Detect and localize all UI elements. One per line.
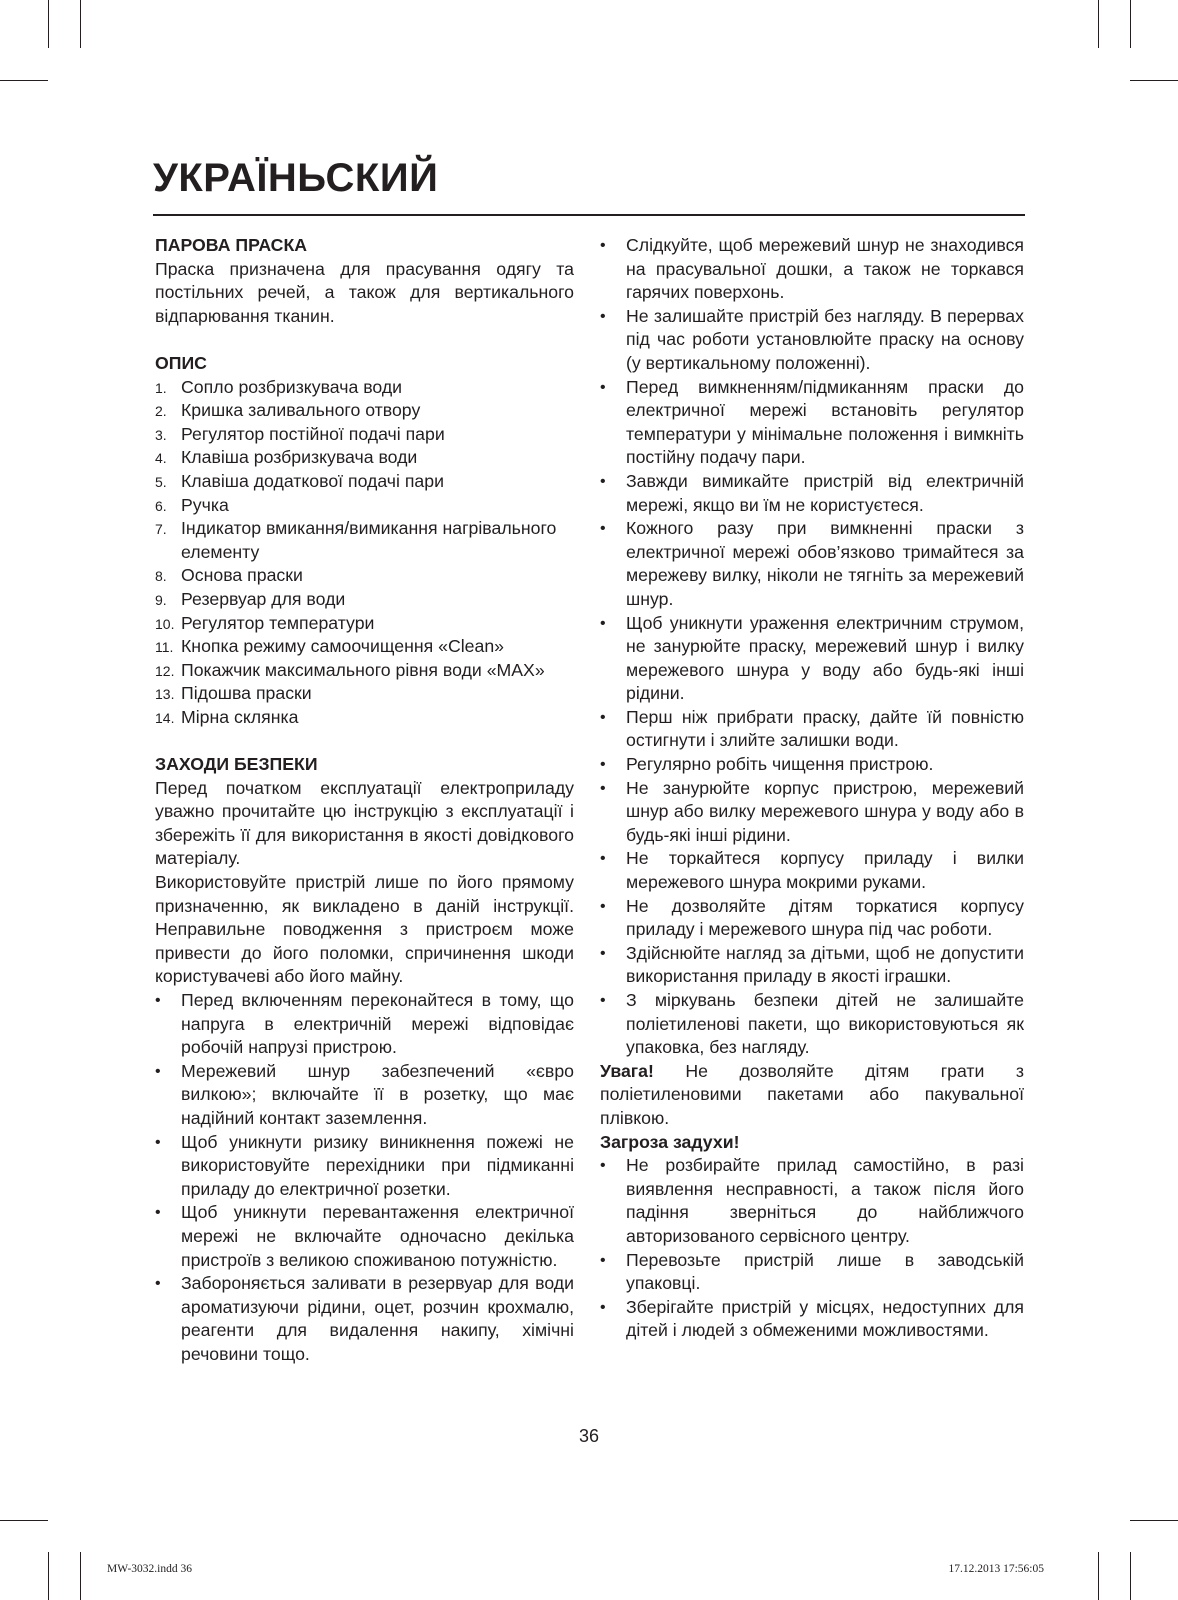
description-item bbox=[155, 446, 574, 470]
item-number: 5. bbox=[155, 473, 167, 490]
item-text: Резервуар для води bbox=[181, 588, 346, 609]
list-item: • Завжди вимикайте пристрій від електричній мережі, якщо ви їм не користуєтеся. bbox=[600, 470, 1024, 517]
page-title: УКРАЇНЬСКИЙ bbox=[153, 156, 439, 200]
item-text: Регулятор температури bbox=[181, 612, 375, 633]
item-text: Підошва праски bbox=[181, 683, 312, 704]
warning-note bbox=[600, 1060, 1024, 1131]
list-item: • Перевозьте пристрій лише в заводській упаковці. bbox=[600, 1249, 1024, 1296]
right-column bbox=[600, 234, 1024, 1343]
crop-mark bbox=[1130, 0, 1131, 48]
list-item: • Слідкуйте, щоб мережевий шнур не знаходився на прасувальної дошки, а також не торкався гарячих поверхонь. bbox=[600, 234, 1024, 305]
list-item: • Кожного разу при вимкненні праски з електричної мережі обов’язково тримайтеся за мережеву вилку, ніколи не тягніть за мережевий шнур. bbox=[600, 517, 1024, 611]
item-number: 10. bbox=[155, 615, 175, 632]
crop-mark bbox=[48, 0, 49, 48]
description-item bbox=[155, 706, 574, 730]
item-text: Основа праски bbox=[181, 565, 303, 586]
description-item bbox=[155, 635, 574, 659]
footer-file-info: MW-3032.indd 36 bbox=[107, 1563, 192, 1575]
item-number: 7. bbox=[155, 521, 167, 538]
title-rule bbox=[153, 214, 1025, 216]
item-text: Клавіша розбризкувача води bbox=[181, 447, 418, 468]
list-item: • Не торкайтеся корпусу приладу і вилки мережевого шнура мокрими руками. bbox=[600, 847, 1024, 894]
item-number: 3. bbox=[155, 426, 167, 443]
item-number: 4. bbox=[155, 450, 167, 467]
description-item bbox=[155, 588, 574, 612]
description-list bbox=[155, 376, 574, 730]
description-item bbox=[155, 399, 574, 423]
crop-mark bbox=[80, 0, 81, 48]
item-number: 12. bbox=[155, 662, 175, 679]
description-item bbox=[155, 659, 574, 683]
description-item bbox=[155, 376, 574, 400]
crop-mark bbox=[0, 80, 48, 81]
warning-text: Не дозволяйте дітям грати з поліетиленовими пакетами або пакувальної плівкою. bbox=[600, 1060, 1024, 1128]
list-item: • Щоб уникнути ризику виникнення пожежі не використовуйте перехідники при підмиканні приладу до електричної розетки. bbox=[155, 1131, 574, 1202]
list-item: • Перед вимкненням/підмиканням праски до електричної мережі встановіть регулятор температури у мінімальне положення і вимкніть постійну подачу пари. bbox=[600, 376, 1024, 470]
description-item bbox=[155, 517, 574, 564]
suffocation-label: Загроза задухи! bbox=[600, 1131, 740, 1152]
list-item: • Зберігайте пристрій у місцях, недоступних для дітей і людей з обмеженими можливостями. bbox=[600, 1296, 1024, 1343]
item-number: 6. bbox=[155, 497, 167, 514]
crop-mark bbox=[0, 1520, 48, 1521]
crop-mark bbox=[48, 1552, 49, 1600]
item-number: 2. bbox=[155, 403, 167, 420]
description-item bbox=[155, 682, 574, 706]
list-item: • З міркувань безпеки дітей не залишайте поліетиленові пакети, що використовуються як упаковка, без нагляду. bbox=[600, 989, 1024, 1060]
safety-list-left bbox=[155, 989, 574, 1367]
safety-paragraph-2: Використовуйте пристрій лише по його прямому призначенню, як викладено в даній інструкції. Неправильне поводження з пристроєм може привести до його поломки, спричинення шкоди користувачеві або його майну. bbox=[155, 872, 574, 987]
crop-mark bbox=[80, 1552, 81, 1600]
list-item: • Щоб уникнути ураження електричним струмом, не занурюйте праску, мережевий шнур і вилку мережевого шнура у воду або будь-які інші рідини. bbox=[600, 612, 1024, 706]
crop-mark bbox=[1098, 1552, 1099, 1600]
list-item: • Не занурюйте корпус пристрою, мережевий шнур або вилку мережевого шнура у воду або в будь-які інші рідини. bbox=[600, 777, 1024, 848]
item-number: 9. bbox=[155, 591, 167, 608]
item-text: Клавіша додаткової подачі пари bbox=[181, 470, 444, 491]
list-item: • Здійснюйте нагляд за дітьми, щоб не допустити використання приладу в якості іграшки. bbox=[600, 942, 1024, 989]
item-number: 11. bbox=[155, 639, 174, 656]
safety-list-final bbox=[600, 1154, 1024, 1343]
intro-text: Праска призначена для прасування одягу та постільних речей, а також для вертикального відпарювання тканин. bbox=[155, 258, 574, 326]
description-heading: ОПИС bbox=[155, 352, 207, 373]
item-number: 8. bbox=[155, 568, 167, 585]
item-text: Індикатор вмикання/вимикання нагрівального елементу bbox=[181, 518, 557, 562]
item-text: Кришка заливального отвору bbox=[181, 400, 421, 421]
list-item: • Щоб уникнути перевантаження електричної мережі не включайте одночасно декілька пристроїв з великою споживаною потужністю. bbox=[155, 1201, 574, 1272]
safety-list-right bbox=[600, 234, 1024, 1060]
list-item: • Перш ніж прибрати праску, дайте їй повністю остигнути і злийте залишки води. bbox=[600, 706, 1024, 753]
crop-mark bbox=[1130, 80, 1178, 81]
item-text: Ручка bbox=[181, 494, 229, 515]
crop-mark bbox=[1098, 0, 1099, 48]
description-item bbox=[155, 470, 574, 494]
safety-paragraph-1: Перед початком експлуатації електроприладу уважно прочитайте цю інструкцію з експлуатації і збережіть її для використання в якості довідкового матеріалу. bbox=[155, 777, 574, 869]
list-item: • Не розбирайте прилад самостійно, в разі виявлення несправності, а також після його падіння зверніться до найближчого авторизованого сервісного центру. bbox=[600, 1154, 1024, 1248]
list-item: • Не дозволяйте дітям торкатися корпусу приладу і мережевого шнура під час роботи. bbox=[600, 895, 1024, 942]
list-item: • Регулярно робіть чищення пристрою. bbox=[600, 753, 1024, 777]
intro-heading: ПАРОВА ПРАСКА bbox=[155, 235, 308, 255]
crop-mark bbox=[1130, 1552, 1131, 1600]
safety-heading: ЗАХОДИ БЕЗПЕКИ bbox=[155, 754, 318, 775]
item-text: Кнопка режиму самоочищення «Clean» bbox=[181, 636, 504, 657]
description-item bbox=[155, 494, 574, 518]
item-text: Сопло розбризкувача води bbox=[181, 376, 403, 397]
description-item bbox=[155, 564, 574, 588]
left-column bbox=[155, 234, 574, 1367]
description-item bbox=[155, 423, 574, 447]
list-item: • Перед включенням переконайтеся в тому, що напруга в електричній мережі відповідає робочій напрузі пристрою. bbox=[155, 989, 574, 1060]
item-text: Мірна склянка bbox=[181, 706, 299, 727]
crop-mark bbox=[1130, 1520, 1178, 1521]
list-item: • Не залишайте пристрій без нагляду. В перервах під час роботи установлюйте праску на основу (у вертикальному положенні). bbox=[600, 305, 1024, 376]
item-number: 14. bbox=[155, 709, 175, 726]
footer-date-info: 17.12.2013 17:56:05 bbox=[948, 1563, 1044, 1575]
warning-label: Увага! bbox=[600, 1060, 654, 1081]
item-number: 1. bbox=[155, 379, 167, 396]
item-number: 13. bbox=[155, 686, 175, 703]
list-item: • Забороняється заливати в резервуар для води ароматизуючи рідини, оцет, розчин крохмалю, реагенти для видалення накипу, хімічні речовини тощо. bbox=[155, 1272, 574, 1366]
description-item bbox=[155, 612, 574, 636]
item-text: Покажчик максимального рівня води «MAX» bbox=[181, 659, 545, 680]
item-text: Регулятор постійної подачі пари bbox=[181, 423, 445, 444]
list-item: • Мережевий шнур забезпечений «євро вилкою»; включайте її в розетку, що має надійний контакт заземлення. bbox=[155, 1060, 574, 1131]
page-number: 36 bbox=[578, 1426, 600, 1446]
